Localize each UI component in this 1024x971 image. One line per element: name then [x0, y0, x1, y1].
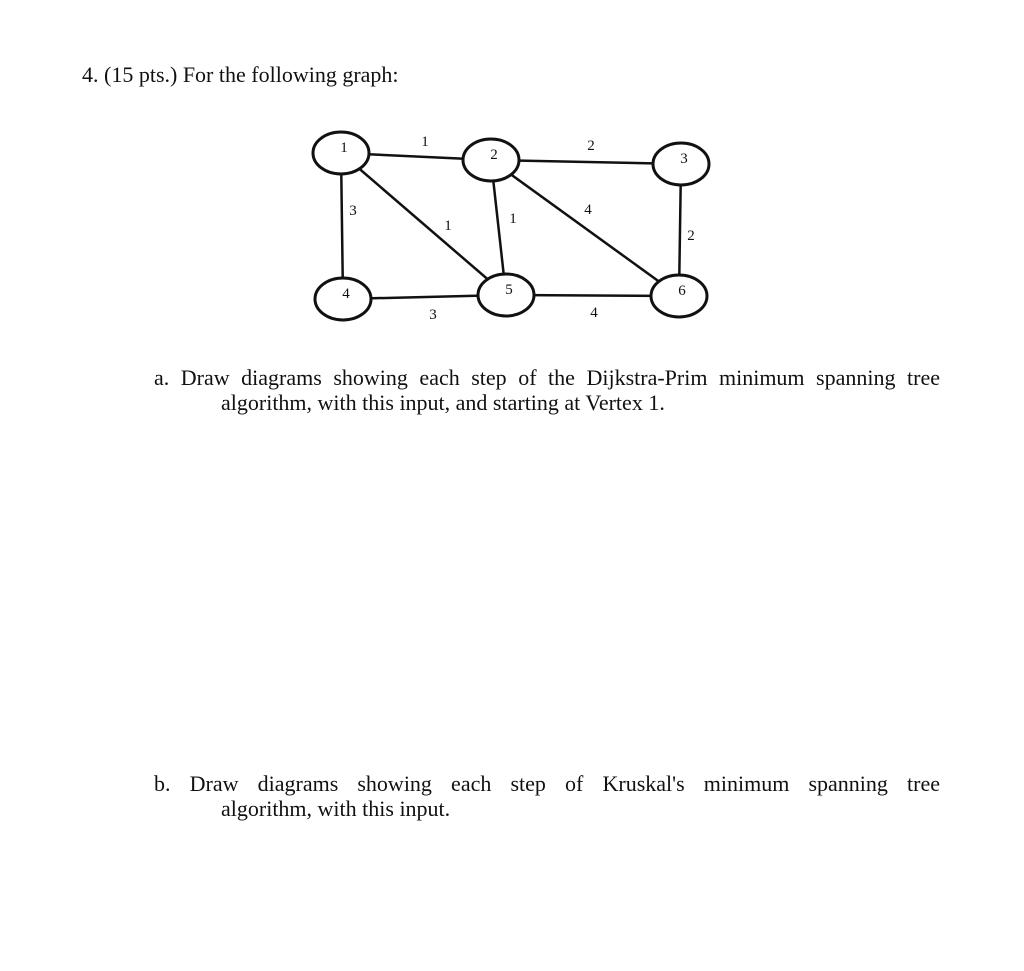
part-a-line-2: algorithm, with this input, and starting at Vertex 1. [221, 390, 665, 415]
vertex-label-4: 4 [342, 286, 350, 302]
edge-weight-2-3: 2 [587, 138, 595, 154]
edge-weight-1-5: 1 [444, 218, 452, 234]
part-b-line-1: b. Draw diagrams showing each step of Kruskal's minimum spanning tree [154, 771, 940, 796]
part-b-instructions [154, 771, 940, 821]
edge-weight-4-5: 3 [429, 307, 437, 323]
vertex-label-6: 6 [678, 283, 686, 299]
edge-weight-3-6: 2 [687, 228, 695, 244]
vertex-5 [478, 274, 534, 316]
edge-weight-1-2: 1 [421, 134, 429, 150]
vertex-2 [463, 139, 519, 181]
edge-weight-5-6: 4 [590, 305, 598, 321]
vertex-label-3: 3 [680, 151, 688, 167]
vertex-4 [315, 278, 371, 320]
edge-weight-2-5: 1 [509, 211, 517, 227]
vertex-1 [313, 132, 369, 174]
vertex-label-2: 2 [490, 147, 498, 163]
vertex-label-1: 1 [340, 140, 348, 156]
vertex-3 [653, 143, 709, 185]
part-b-line-2: algorithm, with this input. [221, 796, 451, 821]
question-heading: 4. (15 pts.) For the following graph: [82, 62, 399, 87]
part-a-instructions [154, 365, 940, 415]
edge-weight-1-4: 3 [349, 203, 357, 219]
vertex-label-5: 5 [505, 282, 513, 298]
edge-weight-2-6: 4 [584, 202, 592, 218]
part-a-line-1: a. Draw diagrams showing each step of the Dijkstra-Prim minimum spanning tree [154, 365, 940, 390]
vertex-6 [651, 275, 707, 317]
